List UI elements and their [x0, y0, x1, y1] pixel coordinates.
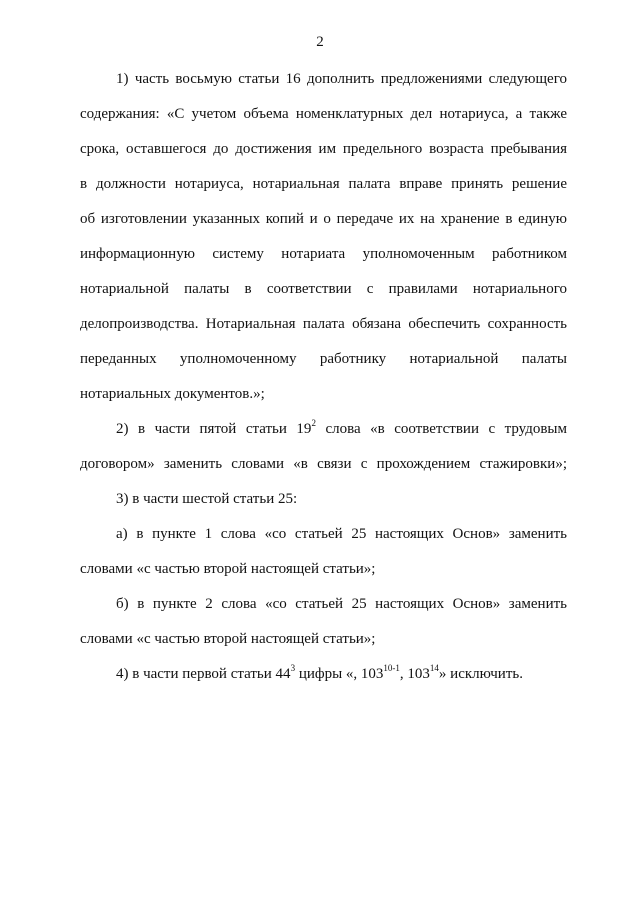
page-number: 2 [316, 34, 324, 50]
text-segment: 2) в части пятой статьи 19 [116, 421, 312, 437]
text-segment: цифры «, 103 [295, 666, 384, 682]
text-line: содержания: «С учетом объема номенклатурных дел нотариуса, а также [80, 106, 567, 122]
superscript: 10-1 [383, 663, 400, 673]
superscript: 2 [311, 418, 316, 428]
text-segment: 4) в части первой статьи 44 [116, 666, 291, 682]
paragraph-item-4 [116, 665, 567, 683]
text-segment: , 103 [399, 666, 430, 682]
text-line: нотариальных документов.»; [80, 386, 265, 402]
text-line: словами «с частью второй настоящей статьи»; [80, 631, 376, 647]
text-line: в должности нотариуса, нотариальная палата вправе принять решение [80, 176, 567, 192]
text-segment: » исключить. [438, 666, 523, 682]
superscript: 3 [290, 663, 296, 673]
text-line: срока, оставшегося до достижения им предельного возраста пребывания [80, 141, 567, 157]
text-segment: слова «в соответствии с трудовым [315, 421, 568, 437]
text-line: а) в пункте 1 слова «со статьей 25 настоящих Основ» заменить [116, 526, 567, 542]
text-line: делопроизводства. Нотариальная палата обязана обеспечить сохранность [80, 316, 567, 332]
text-line: об изготовлении указанных копий и о передаче их на хранение в единую [80, 211, 567, 227]
text-line: договором» заменить словами «в связи с прохождением стажировки»; [80, 456, 567, 472]
text-line: словами «с частью второй настоящей статьи»; [80, 561, 376, 577]
text-line: б) в пункте 2 слова «со статьей 25 настоящих Основ» заменить [116, 596, 567, 612]
text-line: переданных уполномоченному работнику нотариальной палаты [80, 351, 567, 367]
paragraph-item-3: 3) в части шестой статьи 25: [116, 491, 298, 507]
text-line: нотариальной палаты в соответствии с правилами нотариального [80, 281, 567, 297]
text-line: 1) часть восьмую статьи 16 дополнить предложениями следующего [116, 71, 567, 87]
superscript: 14 [429, 663, 439, 673]
text-line [116, 420, 567, 438]
text-line: информационную систему нотариата уполномоченным работником [80, 246, 567, 262]
